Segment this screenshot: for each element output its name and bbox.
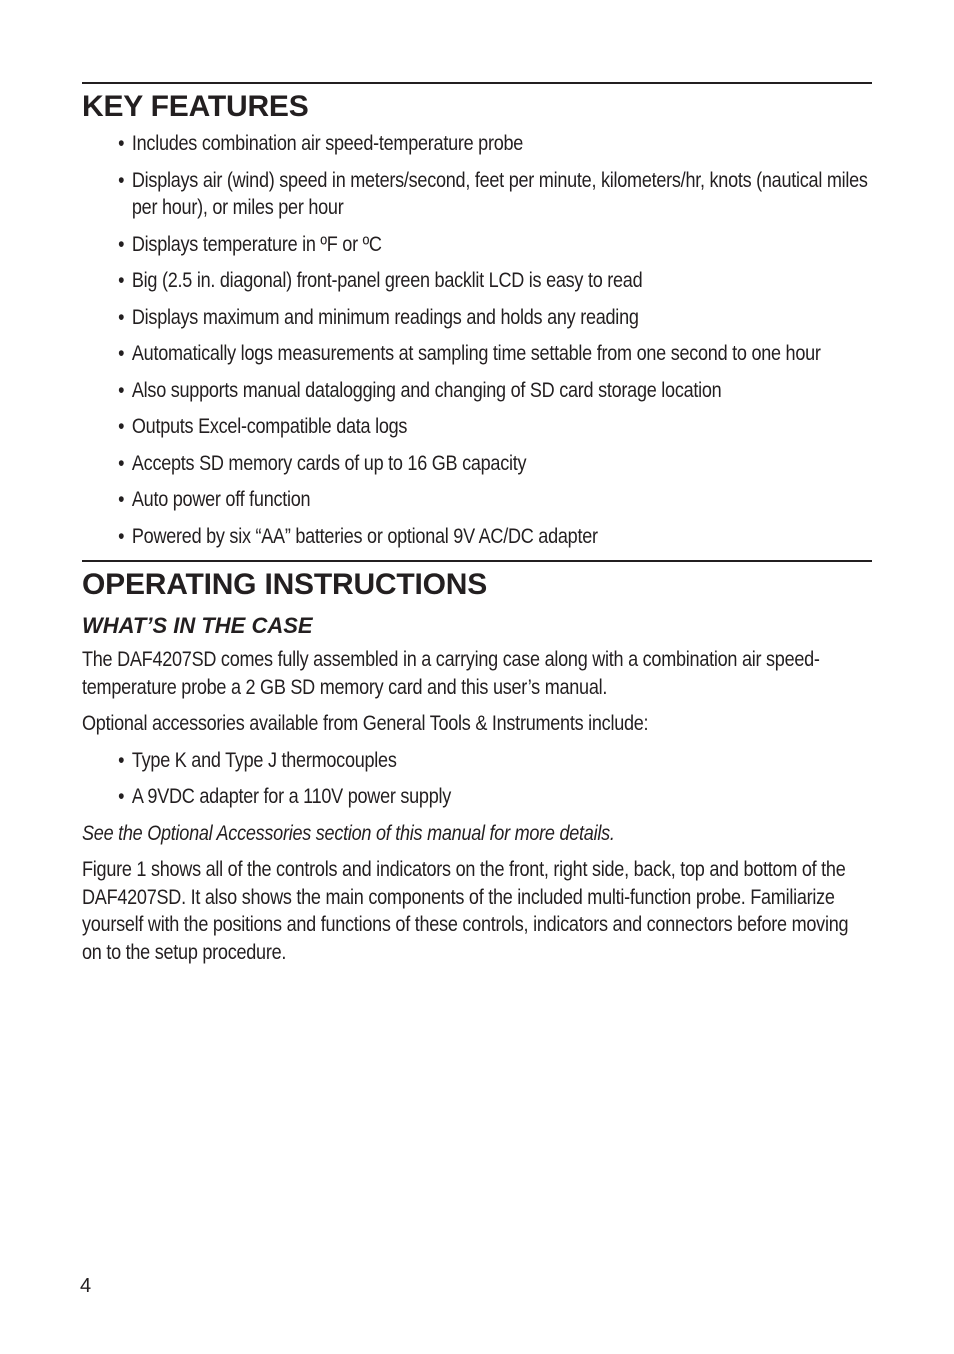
operating-instructions-body [82, 646, 872, 966]
figure-description-paragraph: Figure 1 shows all of the controls and indicators on the front, right side, back, top and bottom of the DAF4207SD. It also shows the main components of the included multi-function probe. Familiarize yourself with the positions and functions of these controls, indicators and connectors before moving on to the setup procedure. [82, 858, 849, 964]
manual-page [82, 82, 872, 975]
operating-instructions-section [82, 560, 872, 966]
feature-item: • Automatically logs measurements at sampling time settable from one second to one hour [118, 340, 872, 368]
case-contents-paragraph: The DAF4207SD comes fully assembled in a carrying case along with a combination air speed-temperature probe a 2 GB SD memory card and this user’s manual. [82, 648, 820, 699]
feature-item: • Also supports manual datalogging and changing of SD card storage location [118, 377, 872, 405]
feature-item: • Displays temperature in ºF or ºC [118, 231, 872, 259]
key-features-block [82, 130, 872, 550]
operating-instructions-heading: OPERATING INSTRUCTIONS [82, 568, 488, 601]
feature-item: • Big (2.5 in. diagonal) front-panel green backlit LCD is easy to read [118, 267, 872, 295]
page-number: 4 [80, 1275, 92, 1297]
accessory-item: • Type K and Type J thermocouples [118, 747, 872, 775]
whats-in-the-case-subheading: WHAT’S IN THE CASE [82, 613, 313, 638]
feature-item: • Powered by six “AA” batteries or optional 9V AC/DC adapter [118, 523, 872, 551]
feature-item: • Auto power off function [118, 486, 872, 514]
feature-item: • Displays air (wind) speed in meters/second, feet per minute, kilometers/hr, knots (nautical miles per hour), or miles per hour [118, 167, 872, 222]
accessory-item: • A 9VDC adapter for a 110V power supply [118, 783, 872, 811]
key-features-heading: KEY FEATURES [82, 90, 309, 123]
accessories-list [82, 747, 872, 811]
feature-item: • Outputs Excel-compatible data logs [118, 413, 872, 441]
feature-item: • Accepts SD memory cards of up to 16 GB capacity [118, 450, 872, 478]
section-divider-key-features [82, 82, 872, 84]
accessories-intro-paragraph: Optional accessories available from General Tools & Instruments include: [82, 712, 649, 735]
optional-accessories-note: See the Optional Accessories section of this manual for more details. [82, 821, 615, 845]
feature-item: • Includes combination air speed-temperature probe [118, 130, 872, 158]
key-features-list [82, 130, 872, 550]
section-divider-operating-instructions [82, 560, 872, 562]
feature-item: • Displays maximum and minimum readings and holds any reading [118, 304, 872, 332]
